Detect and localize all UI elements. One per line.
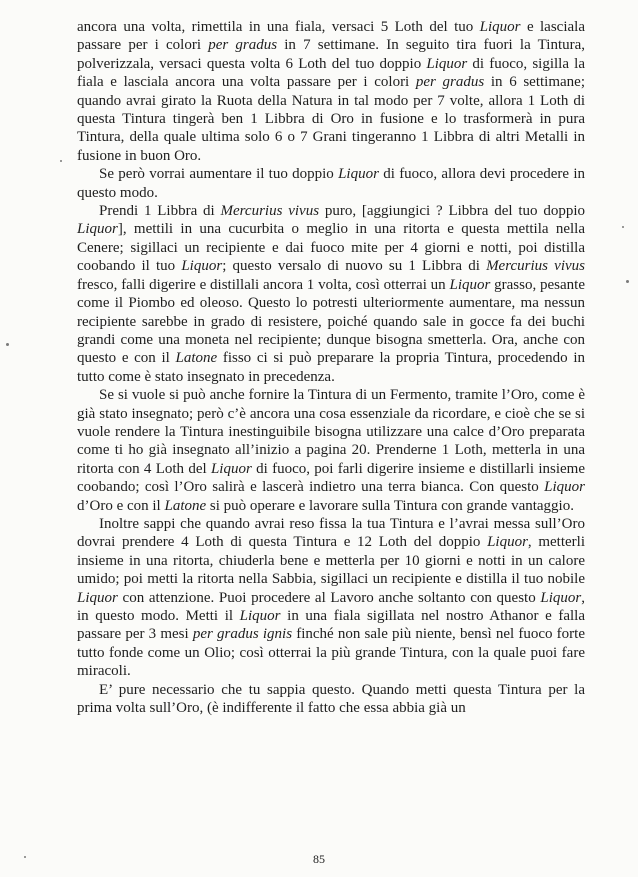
scan-speck (626, 280, 629, 283)
italic-term: Liquor (77, 589, 118, 606)
italic-term: Liquor (426, 55, 468, 72)
text-run: Inoltre sappi che quando avrai reso fissa la tua Tintura e l’avrai messa sull’Oro dovrai prendere 4 Loth di questa Tintura e 12 Loth del doppio (77, 515, 585, 551)
text-run: ancora una volta, rimettila in una fiala, versaci 5 Loth del tuo (77, 19, 480, 35)
italic-term: Mercurius vivus (486, 258, 585, 275)
italic-term: Liquor (544, 479, 585, 496)
text-run: Se però vorrai aumentare il tuo doppio (99, 166, 339, 183)
text-run: finché non sale più niente, bensì nel fuoco forte tutto fonde come un Olio; così otterrai la più grande Tintura, con la quale puoi fare miracoli. (77, 626, 585, 680)
body-text (77, 18, 585, 717)
text-run: e lasciala passare per i colori (77, 19, 585, 54)
italic-term: per gradus (415, 74, 485, 91)
italic-term: Liquor (449, 276, 491, 293)
text-run: E’ pure necessario che tu sappia questo. Quando metti questa Tintura per la prima volta sull’Oro, (è indifferente il fatto che essa abbia già un (77, 681, 585, 717)
italic-term: Liquor (479, 19, 521, 35)
text-run: , metterli insieme in una ritorta, chiuderla bene e metterla per 10 giorni e notti in un calore umido; poi metti la ritorta nella Sabbia, sigillaci un recipiente e distilla il tuo nobile (77, 534, 585, 588)
page-number: 85 (313, 852, 325, 866)
text-run: ], mettili in una cucurbita o meglio in una ritorta e questa mettila nella Cenere; sigillaci un recipiente e dai fuoco mite per 4 giorni e notti, poi distilla coobando il tuo (77, 221, 585, 275)
text-run: si può operare e lavorare sulla Tintura con grande vantaggio. (206, 497, 574, 514)
italic-term: Latone (164, 497, 207, 514)
paragraph (77, 165, 585, 202)
text-run: d’Oro e con il (77, 497, 165, 514)
text-run: grasso, pesante come il Piombo ed oleoso. Questo lo potresti ulteriormente aumentare, ma nessun recipiente sarebbe in grado di resistere, poiché quando sale in gocce fa dei buchi grandi come una moneta nel recipiente; dunque bisogna smetterla. Ora, anche con questo e con il (77, 276, 585, 367)
text-run: fresco, falli digerire e distillali ancora 1 volta, così otterrai un (77, 276, 450, 293)
text-run: fisso ci si può preparare la propria Tintura, procedendo in tutto come è stato insegnato in precedenza. (77, 350, 585, 385)
italic-term: Liquor (210, 460, 252, 477)
text-run: in 7 settimane. In seguito tira fuori la Tintura, polverizzala, versaci questa volta 6 Loth del tuo doppio (77, 37, 586, 72)
scan-speck (622, 226, 624, 228)
paragraph (77, 386, 585, 515)
paragraph (77, 18, 585, 165)
text-run: con attenzione. Puoi procedere al Lavoro anche soltanto con questo (117, 589, 541, 606)
text-run: ; questo versalo di nuovo su 1 Libbra di (222, 258, 487, 275)
text-run: , in questo modo. Metti il (77, 589, 585, 624)
italic-term: Mercurius vivus (220, 203, 320, 220)
text-run: Se si vuole si può anche fornire la Tintura di un Fermento, tramite l’Oro, come è già stato insegnato; però c’è ancora una cosa essenziale da ricordare, e cioè che se si vuole rendere la Tintura inestinguibile bisogna utilizzare una calce d’Oro preparata come ti ho già insegnato all’inizio a pagina 20. Prenderne 1 Loth, metterla in una ritorta con 4 Loth del (77, 387, 585, 477)
italic-term: per gradus ignis (192, 626, 293, 643)
scan-speck (6, 343, 9, 346)
italic-term: Liquor (487, 534, 528, 551)
italic-term: Latone (175, 350, 218, 367)
italic-term: per gradus (208, 37, 278, 54)
italic-term: Liquor (540, 589, 582, 606)
text-run: puro, [aggiungici ? Libbra del tuo doppio (319, 203, 585, 220)
text-run: di fuoco, sigilla la fiala e lasciala ancora una volta passare per i colori (77, 55, 586, 91)
text-run: di fuoco, poi farli digerire insieme e distillarli insieme coobando; così l’Oro salirà e lascerà indietro una terra bianca. Con questo (77, 460, 586, 496)
text-run: in una fiala sigillata nel nostro Athanor e falla passare per 3 mesi (77, 608, 585, 643)
italic-term: Liquor (239, 608, 281, 624)
text-run: in 6 settimane; quando avrai girato la Ruota della Natura in tal modo per 7 volte, allora 1 Loth di questa Tintura tingerà ben 1 Libbra di Oro in fusione e lo trasformerà in pura Tintura, della quale ultima solo 6 o 7 Grani tingeranno 1 Libbra di altri Metalli in fusione in buon Oro. (77, 74, 585, 164)
text-run: di fuoco, allora devi procedere in questo modo. (77, 166, 585, 201)
text-run: Prendi 1 Libbra di (99, 203, 221, 220)
italic-term: Liquor (338, 166, 379, 183)
paragraph (77, 202, 585, 386)
italic-term: Liquor (181, 258, 223, 275)
scan-speck (60, 160, 62, 162)
italic-term: Liquor (77, 221, 118, 238)
paragraph (77, 681, 585, 718)
paragraph (77, 515, 585, 681)
